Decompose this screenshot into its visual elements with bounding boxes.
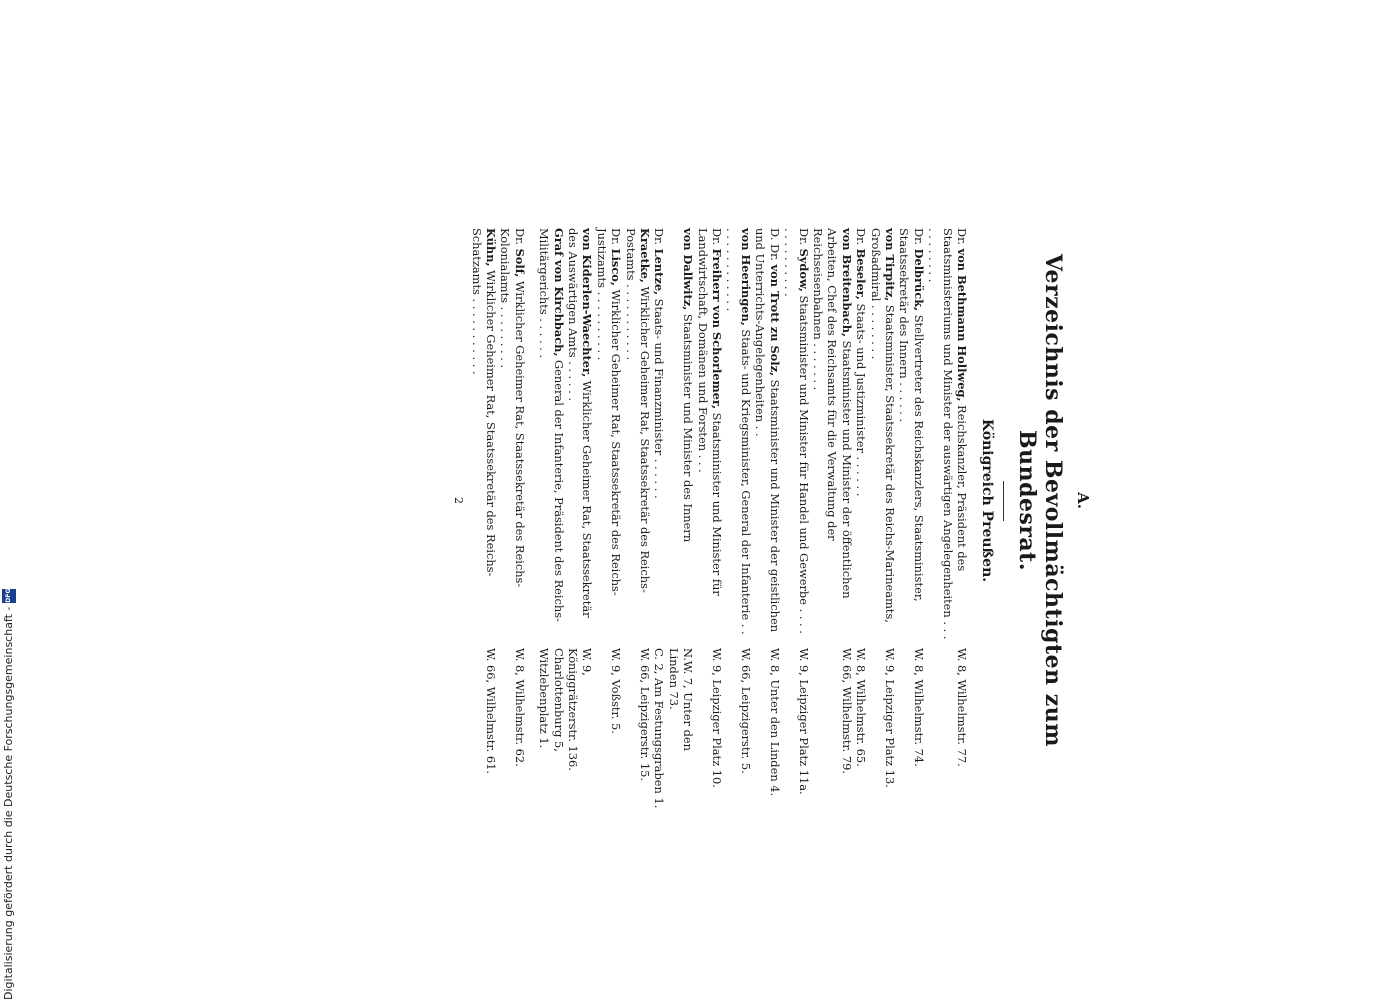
entry-address: N.W. 7, Unter den Linden 73. — [666, 648, 696, 751]
section-heading: Königreich Preußen. — [979, 418, 995, 583]
entry-address: W. 66, Leipzigerstr. 5. — [738, 648, 753, 774]
entry-description — [652, 228, 666, 648]
entry-description — [868, 228, 897, 648]
list-item — [854, 228, 868, 773]
credit-text: Digitalisierung gefördert durch die Deutsche Forschungsgemeinschaft - — [2, 606, 15, 1000]
entry-role: Staats- und Kriegsminister, General der Infanterie . . . . . . . . . . . . . . — [724, 228, 753, 635]
list-item — [623, 228, 653, 782]
entry-role: Wirklicher Geheimer Rat, Staatssekretär des Reichs-Kolonialamts . . . . . . . . . — [498, 228, 527, 588]
entry-description — [782, 228, 811, 648]
digitization-credit — [0, 588, 18, 1000]
entry-name: Sydow, — [796, 248, 811, 292]
entry-description — [469, 228, 498, 648]
entry-prefix: D. Dr. — [767, 228, 782, 265]
entry-role: Staatsminister und Minister der öffentlichen Arbeiten, Chef des Reichsamts für die Verwaltung der Reichseisenbahnen . . . . . . . — [810, 228, 854, 599]
entry-description — [566, 228, 595, 648]
entry-name: von Bethmann Hollweg, — [955, 248, 969, 402]
entry-name: Kühn, — [484, 228, 498, 267]
entry-prefix: Dr. — [911, 228, 926, 249]
entry-address: W. 8, Unter den Linden 4. — [767, 648, 782, 797]
entry-address: W. 9, Voßstr. 5. — [609, 648, 624, 734]
list-item — [868, 228, 897, 788]
entry-address: W. 66, Wilhelmstr. 61. — [484, 648, 498, 774]
list-item — [566, 228, 595, 773]
entry-description — [753, 228, 782, 648]
entry-description — [537, 228, 566, 648]
entry-name: von Breitenbach, — [839, 228, 854, 337]
entry-role: Wirklicher Geheimer Rat, Staatssekretär des Auswärtigen Amts . . . . . . — [566, 228, 595, 618]
list-item — [666, 228, 695, 773]
entry-address: W. 66, Leipzigerstr. 15. — [638, 648, 653, 782]
entry-description — [594, 228, 623, 648]
entry-description — [897, 228, 926, 648]
entry-description — [695, 228, 724, 648]
entry-role: Wirklicher Geheimer Rat, Staatssekretär des Reichs-Schatzamts . . . . . . . . . . . — [469, 228, 498, 577]
entry-prefix: Dr. — [710, 228, 725, 249]
entry-name: Lentze, — [652, 248, 667, 296]
entry-prefix: Dr. — [854, 228, 869, 249]
entry-gap — [527, 228, 537, 773]
entry-description — [498, 228, 527, 648]
entry-name: Freiherr von Schorlemer, — [710, 248, 725, 410]
entry-name: Beseler, — [854, 248, 869, 300]
entry-name: von Heeringen, — [738, 228, 753, 326]
entry-address: Charlottenburg 5, Witzlebenplatz 1. — [537, 648, 566, 752]
entry-description — [854, 228, 868, 648]
document-page — [332, 228, 1092, 809]
entry-role: Stellvertreter des Reichskanzlers, Staatsminister, Staatssekretär des Innern . . . . . . — [897, 228, 926, 602]
entry-role: Staatsminister und Minister für Landwirtschaft, Domänen und Forsten . . . — [695, 228, 725, 596]
entry-role: Staats- und Finanzminister . . . . . . — [652, 295, 667, 499]
entry-description — [623, 228, 652, 648]
entry-description — [811, 228, 854, 648]
entry-prefix: Dr. — [955, 228, 969, 249]
section-letter: A. — [1074, 492, 1092, 509]
list-item — [594, 228, 623, 773]
entry-prefix: Dr. — [796, 228, 811, 249]
list-item — [469, 228, 498, 773]
entry-role: Staatsminister und Minister des Innern — [681, 310, 696, 543]
list-item — [753, 228, 782, 797]
entry-address: W. 8, Wilhelmstr. 74. — [911, 648, 926, 767]
entry-description — [926, 228, 969, 648]
entry-name: von Trott zu Solz, — [767, 264, 782, 377]
entry-address: W. 9, Leipziger Platz 10. — [710, 648, 725, 788]
entry-name: Kraetke, — [638, 228, 653, 283]
entry-prefix: Dr. — [512, 228, 527, 249]
dfg-logo-icon: DFG — [2, 589, 16, 603]
entry-address: W. 9, Königgrätzerstr. 136. — [566, 648, 595, 771]
list-item — [498, 228, 527, 773]
entry-role: Reichskanzler, Präsident des Staatsministeriums und Minister der auswärtigen Angelegenheiten . . . . . . . . . . . — [926, 228, 969, 640]
rotated-page — [332, 228, 1092, 809]
page-number: 2 — [452, 497, 466, 504]
entry-name: Delbrück, — [911, 248, 926, 312]
entry-name: Solf, — [512, 248, 527, 278]
entry-list — [469, 228, 969, 809]
entry-description — [724, 228, 753, 648]
entry-address: C. 2, Am Festungsgraben 1. — [652, 648, 667, 809]
entry-role: Staatsminister und Minister der geistlichen und Unterrichts-Angelegenheiten . . — [753, 228, 782, 633]
entry-description — [681, 228, 695, 648]
entry-role: Staatsminister und Minister für Handel und Gewerbe . . . . . . . . . . . . . . — [782, 228, 811, 634]
entry-name: von Dallwitz, — [681, 228, 696, 311]
title-divider — [1003, 481, 1004, 521]
entry-name: Graf von Kirchbach, — [551, 228, 566, 357]
list-item — [724, 228, 753, 773]
list-item — [652, 228, 667, 809]
entry-role: Staats- und Justizminister . . . . . . — [854, 299, 869, 497]
entry-address: W. 8, Wilhelmstr. 62. — [512, 648, 527, 767]
entry-role: General der Infanterie, Präsident des Reichs-Militärgerichts . . . . . . — [537, 228, 566, 622]
page-title: Verzeichnis der Bevollmächtigten zum Bundesrat. — [1014, 253, 1066, 748]
entry-address: W. 8, Wilhelmstr. 77. — [955, 648, 969, 767]
entry-name: von Tirpitz, — [882, 228, 897, 302]
list-item — [897, 228, 926, 773]
list-item — [782, 228, 811, 795]
entry-name: von Kiderlen-Waechter, — [580, 228, 595, 378]
entry-role: Wirklicher Geheimer Rat, Staatssekretär des Reichs-Postamts . . . . . . . . . . . — [623, 228, 653, 593]
entry-address: W. 9, Leipziger Platz 11a. — [796, 648, 811, 795]
entry-address: W. 9, Leipziger Platz 13. — [882, 648, 897, 788]
list-item — [537, 228, 566, 773]
entry-role: Staatsminister, Staatssekretär des Reichs-Marineamts, Großadmiral . . . . . . . . — [868, 228, 897, 623]
list-item — [695, 228, 725, 788]
entry-prefix: Dr. — [609, 228, 624, 249]
list-item — [926, 228, 969, 773]
entry-address: W. 8, Wilhelmstr. 65. — [854, 648, 869, 767]
entry-address: W. 66, Wilhelmstr. 79. — [839, 648, 854, 774]
list-item — [811, 228, 854, 773]
entry-role: Wirklicher Geheimer Rat, Staatssekretär des Reichs-Justizamts . . . . . . . . . . — [594, 228, 624, 596]
entry-prefix: Dr. — [652, 228, 667, 249]
entry-name: Lisco, — [609, 248, 624, 286]
